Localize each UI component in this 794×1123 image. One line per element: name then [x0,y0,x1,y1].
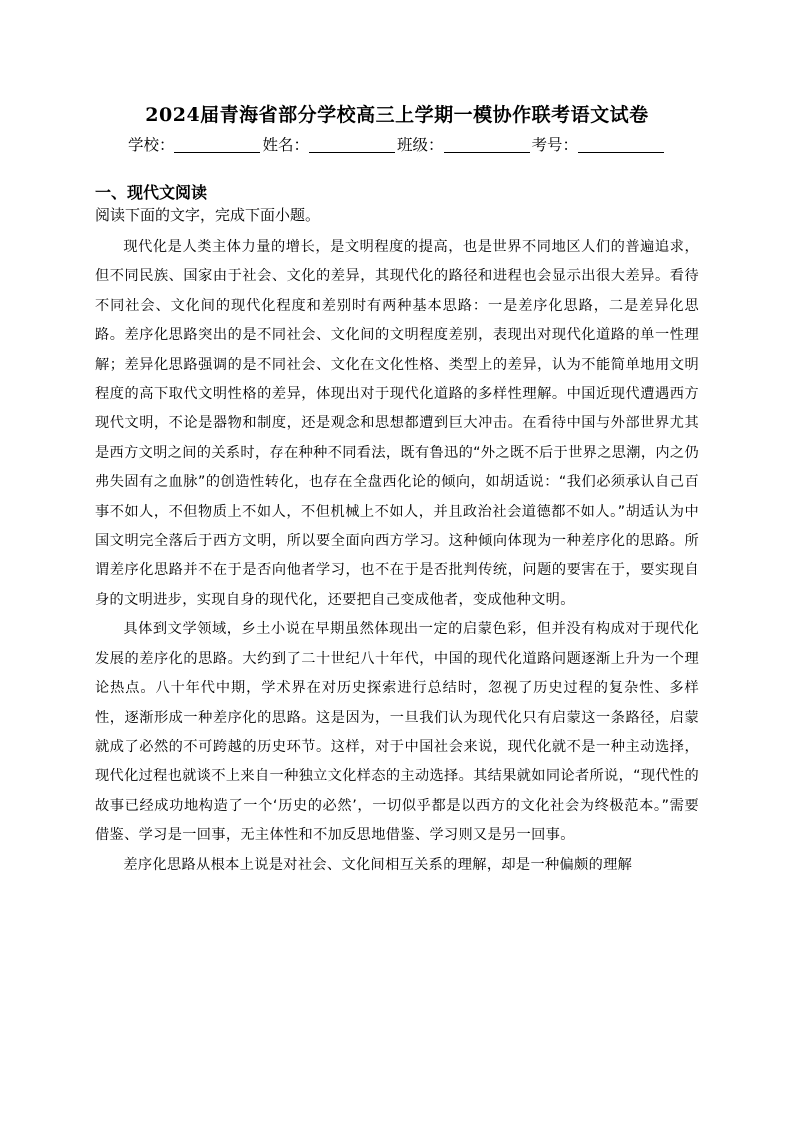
passage-paragraph-1: 现代化是人类主体力量的增长，是文明程度的提高，也是世界不同地区人们的普遍追求，但不同民族、国家由于社会、文化的差异，其现代化的路径和进程也会显示出很大差异。看待不同社会、文化间的现代化程度和差别时有两种基本思路：一是差序化思路，二是差异化思路。差序化思路突出的是不同社会、文化间的文明程度差别，表现出对现代化道路的单一性理解；差异化思路强调的是不同社会、文化在文化性格、类型上的差异，认为不能简单地用文明程度的高下取代文明性格的差异，体现出对于现代化道路的多样性理解。中国近现代遭遇西方现代文明，不论是器物和制度，还是观念和思想都遭到巨大冲击。在看待中国与外部世界尤其是西方文明之间的关系时，存在种种不同看法，既有鲁迅的“外之既不后于世界之思潮，内之仍弗失固有之血脉”的创造性转化，也存在全盘西化论的倾向，如胡适说：“我们必须承认自己百事不如人，不但物质上不如人，不但机械上不如人，并且政治社会道德都不如人。”胡适认为中国文明完全落后于西方文明，所以要全面向西方学习。这种倾向体现为一种差序化的思路。所谓差序化思路并不在于是否向他者学习，也不在于是否批判传统，问题的要害在于，要实现自身的文明进步，实现自身的现代化，还要把自己变成他者，变成他种文明。 [95,239,699,608]
exam-number-blank [578,136,664,153]
class-blank [444,136,530,153]
exam-title: 2024届青海省部分学校高三上学期一模协作联考语文试卷 [145,104,649,126]
passage-paragraph-3: 差序化思路从根本上说是对社会、文化间相互关系的理解，却是一种偏颇的理解 [123,856,633,873]
class-label: 班级： [397,136,444,154]
passage-paragraph-2: 具体到文学领域，乡土小说在早期虽然体现出一定的启蒙色彩，但并没有构成对于现代化发展的差序化的思路。大约到了二十世纪八十年代，中国的现代化道路问题逐渐上升为一个理论热点。八十年代中期，学术界在对历史探索进行总结时，忽视了历史过程的复杂性、多样性，逐渐形成一种差序化的思路。这是因为，一旦我们认为现代化只有启蒙这一条路径，启蒙就成了必然的不可跨越的历史环节。这样，对于中国社会来说，现代化就不是一种主动选择，现代化过程也就谈不上来自一种独立文化样态的主动选择。其结果就如同论者所说，“现代性的故事已经成功地构造了一个‘历史的必然’，一切似乎都是以西方的文化社会为终极范本。”需要借鉴、学习是一回事，无主体性和不加反思地借鉴、学习则又是另一回事。 [95,621,699,844]
section-heading: 一、现代文阅读 [95,183,208,202]
reading-passage [95,233,699,880]
school-label: 学校： [127,136,175,154]
exam-number-label: 考号： [531,136,579,154]
name-blank [309,136,395,153]
reading-instruction: 阅读下面的文字，完成下面小题。 [95,206,321,224]
student-info-line [0,132,794,158]
school-blank [174,136,260,153]
name-label: 姓名： [262,136,309,154]
